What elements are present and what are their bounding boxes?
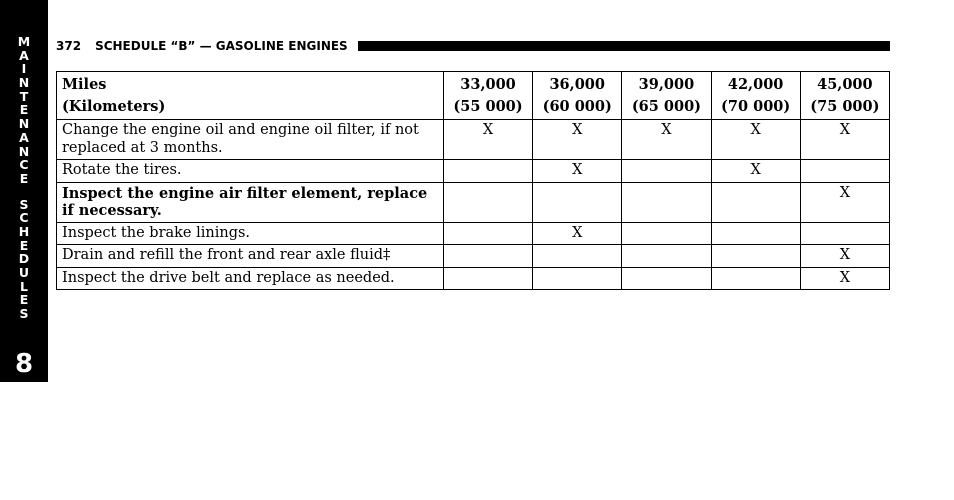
service-mark: X bbox=[622, 120, 711, 160]
service-mark bbox=[533, 267, 622, 290]
service-mark: X bbox=[711, 160, 800, 183]
service-mark: X bbox=[800, 267, 889, 290]
table-row bbox=[57, 245, 890, 268]
service-task: Drain and refill the front and rear axle fluid‡ bbox=[57, 245, 444, 268]
side-tab-letter: U bbox=[18, 265, 30, 280]
service-mark: X bbox=[533, 222, 622, 245]
side-tab-letter: E bbox=[19, 102, 29, 118]
side-tab-letter: N bbox=[18, 116, 30, 132]
interval-kilometers: (65 000) bbox=[631, 97, 702, 115]
interval-header-cell bbox=[622, 72, 711, 120]
interval-miles: 36,000 bbox=[549, 76, 605, 93]
table-header-row bbox=[57, 72, 890, 120]
service-mark: X bbox=[533, 160, 622, 183]
side-tab-letter: E bbox=[19, 170, 29, 186]
side-tab-chapter-number: 8 bbox=[14, 349, 34, 379]
service-task: Inspect the drive belt and replace as needed. bbox=[57, 267, 444, 290]
service-task: Inspect the engine air filter element, replace if necessary. bbox=[57, 182, 444, 222]
service-mark: X bbox=[800, 120, 889, 160]
side-tab-letter: I bbox=[21, 61, 27, 77]
table-row bbox=[57, 120, 890, 160]
service-mark bbox=[533, 182, 622, 222]
side-tab-letter: D bbox=[18, 251, 30, 267]
interval-miles: 33,000 bbox=[460, 76, 516, 93]
side-tab-letter: A bbox=[19, 129, 29, 145]
service-mark bbox=[443, 160, 532, 183]
service-mark bbox=[622, 160, 711, 183]
service-mark bbox=[800, 222, 889, 245]
miles-header-cell bbox=[57, 72, 444, 120]
service-mark bbox=[533, 245, 622, 268]
service-mark: X bbox=[800, 182, 889, 222]
service-task: Rotate the tires. bbox=[57, 160, 444, 183]
service-mark bbox=[622, 245, 711, 268]
service-mark: X bbox=[800, 245, 889, 268]
interval-kilometers: (70 000) bbox=[721, 97, 791, 115]
side-tab-letter: M bbox=[17, 34, 31, 49]
service-mark bbox=[443, 245, 532, 268]
service-mark bbox=[443, 222, 532, 245]
side-tab-letter: S bbox=[19, 306, 29, 322]
miles-label: Miles bbox=[62, 76, 107, 93]
page-number: 372 bbox=[56, 39, 82, 53]
section-side-tab bbox=[0, 0, 48, 382]
side-tab-letter: S bbox=[19, 196, 29, 212]
page-header bbox=[56, 38, 348, 54]
service-mark bbox=[622, 267, 711, 290]
side-tab-letter: E bbox=[19, 237, 29, 253]
service-task: Change the engine oil and engine oil filter, if not replaced at 3 months. bbox=[57, 120, 444, 160]
interval-miles: 45,000 bbox=[817, 76, 873, 93]
side-tab-letter: E bbox=[19, 292, 29, 308]
service-mark: X bbox=[711, 120, 800, 160]
service-mark: X bbox=[533, 120, 622, 160]
service-mark: X bbox=[443, 120, 532, 160]
kilometers-label: (Kilometers) bbox=[62, 97, 166, 115]
service-mark bbox=[443, 267, 532, 290]
service-mark bbox=[711, 182, 800, 222]
page-title: SCHEDULE “B” — GASOLINE ENGINES bbox=[95, 39, 348, 53]
service-mark bbox=[711, 222, 800, 245]
interval-kilometers: (60 000) bbox=[542, 97, 612, 115]
service-mark bbox=[711, 267, 800, 290]
side-tab-letter: C bbox=[19, 157, 29, 173]
side-tab-letter: N bbox=[18, 75, 30, 91]
table-row bbox=[57, 222, 890, 245]
interval-header-cell bbox=[443, 72, 532, 120]
side-tab-letter: C bbox=[19, 210, 29, 226]
service-mark bbox=[622, 182, 711, 222]
table-row bbox=[57, 160, 890, 183]
service-mark bbox=[711, 245, 800, 268]
maintenance-schedule-table bbox=[56, 71, 890, 290]
table-row bbox=[57, 267, 890, 290]
service-mark bbox=[622, 222, 711, 245]
header-rule bbox=[358, 41, 890, 51]
side-tab-label bbox=[0, 35, 48, 321]
service-mark bbox=[800, 160, 889, 183]
service-mark bbox=[443, 182, 532, 222]
interval-header-cell bbox=[711, 72, 800, 120]
side-tab-letter: N bbox=[18, 143, 30, 159]
side-tab-letter: T bbox=[19, 88, 29, 104]
side-tab-letter: L bbox=[20, 278, 28, 294]
side-tab-letter: H bbox=[18, 223, 30, 239]
service-task: Inspect the brake linings. bbox=[57, 222, 444, 245]
interval-miles: 39,000 bbox=[638, 76, 695, 93]
table-row bbox=[57, 182, 890, 222]
interval-miles: 42,000 bbox=[727, 76, 784, 93]
interval-kilometers: (55 000) bbox=[453, 97, 523, 115]
interval-kilometers: (75 000) bbox=[810, 97, 880, 115]
interval-header-cell bbox=[800, 72, 889, 120]
interval-header-cell bbox=[533, 72, 622, 120]
side-tab-letter: A bbox=[19, 47, 29, 63]
